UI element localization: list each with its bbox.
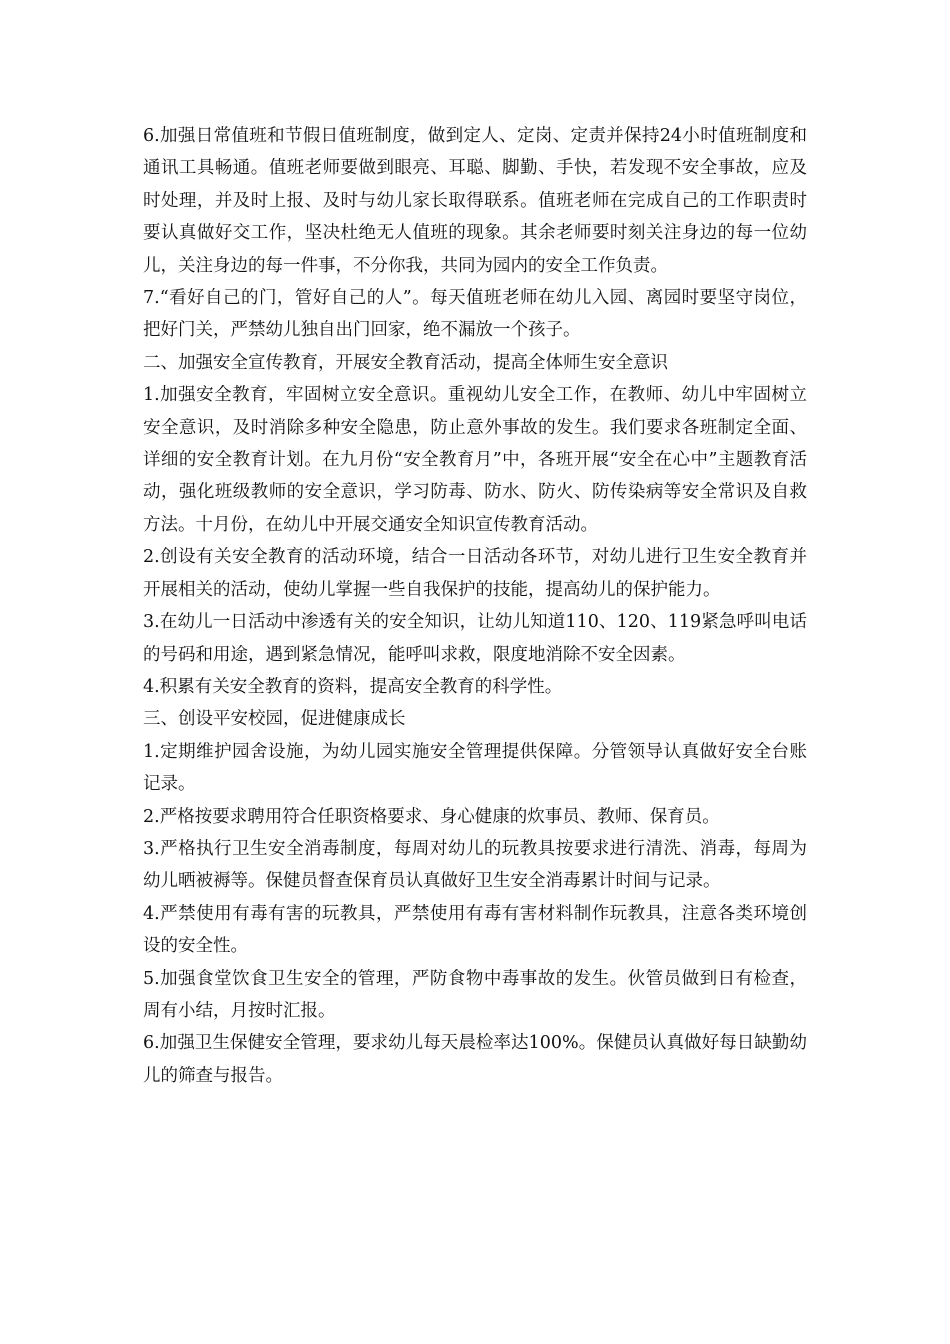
document-body bbox=[143, 120, 807, 1092]
paragraph-watch-gate: 7.“看好自己的门，管好自己的人”。每天值班老师在幼儿入园、离园时要坚守岗位，把好门关，严禁幼儿独自出门回家，绝不漏放一个孩子。 bbox=[143, 288, 807, 341]
paragraph-health-checks: 6.加强卫生保健安全管理，要求幼儿每天晨检率达100%。保健员认真做好每日缺勤幼儿的筛查与报告。 bbox=[143, 1033, 807, 1086]
paragraph-safety-awareness: 1.加强安全教育，牢固树立安全意识。重视幼儿安全工作，在教师、幼儿中牢固树立安全意识，及时消除多种安全隐患，防止意外事故的发生。我们要求各班制定全面、详细的安全教育计划。在九月份“安全教育月”中，各班开展“安全在心中”主题教育活动，强化班级教师的安全意识，学习防毒、防水、防火、防传染病等安全常识及自救方法。十月份，在幼儿中开展交通安全知识宣传教育活动。 bbox=[143, 385, 807, 535]
section-heading-safe-campus: 三、创设平安校园，促进健康成长 bbox=[143, 709, 406, 730]
paragraph-duty-system: 6.加强日常值班和节假日值班制度，做到定人、定岗、定责并保持24小时值班制度和通讯工具畅通。值班老师要做到眼亮、耳聪、脚勤、手快，若发现不安全事故，应及时处理，并及时上报、及时与幼儿家长取得联系。值班老师在完成自己的工作职责时要认真做好交工作，坚决杜绝无人值班的现象。其余老师要时刻关注身边的每一位幼儿，关注身边的每一件事，不分你我，共同为园内的安全工作负责。 bbox=[143, 126, 807, 276]
paragraph-emergency-numbers: 3.在幼儿一日活动中渗透有关的安全知识，让幼儿知道110、120、119紧急呼叫电话的号码和用途，遇到紧急情况，能呼叫求救，限度地消除不安全因素。 bbox=[143, 612, 807, 665]
paragraph-education-materials: 4.积累有关安全教育的资料，提高安全教育的科学性。 bbox=[143, 676, 563, 697]
paragraph-toy-safety: 4.严禁使用有毒有害的玩教具，严禁使用有毒有害材料制作玩教具，注意各类环境创设的安全性。 bbox=[143, 903, 807, 957]
section-heading-safety-education: 二、加强安全宣传教育，开展安全教育活动，提高全体师生安全意识 bbox=[143, 352, 668, 373]
paragraph-disinfection: 3.严格执行卫生安全消毒制度，每周对幼儿的玩教具按要求进行清洗、消毒，每周为幼儿晒被褥等。保健员督查保育员认真做好卫生安全消毒累计时间与记录。 bbox=[143, 838, 807, 892]
paragraph-activity-environment: 2.创设有关安全教育的活动环境，结合一日活动各环节，对幼儿进行卫生安全教育并开展相关的活动，使幼儿掌握一些自我保护的技能，提高幼儿的保护能力。 bbox=[143, 547, 807, 600]
paragraph-staff-hiring: 2.严格按要求聘用符合任职资格要求、身心健康的炊事员、教师、保育员。 bbox=[143, 806, 720, 827]
paragraph-canteen-hygiene: 5.加强食堂饮食卫生安全的管理，严防食物中毒事故的发生。伙管员做到日有检查，周有小结，月按时汇报。 bbox=[143, 968, 807, 1021]
paragraph-facility-maintenance: 1.定期维护园舍设施，为幼儿园实施安全管理提供保障。分管领导认真做好安全台账记录。 bbox=[143, 741, 807, 795]
